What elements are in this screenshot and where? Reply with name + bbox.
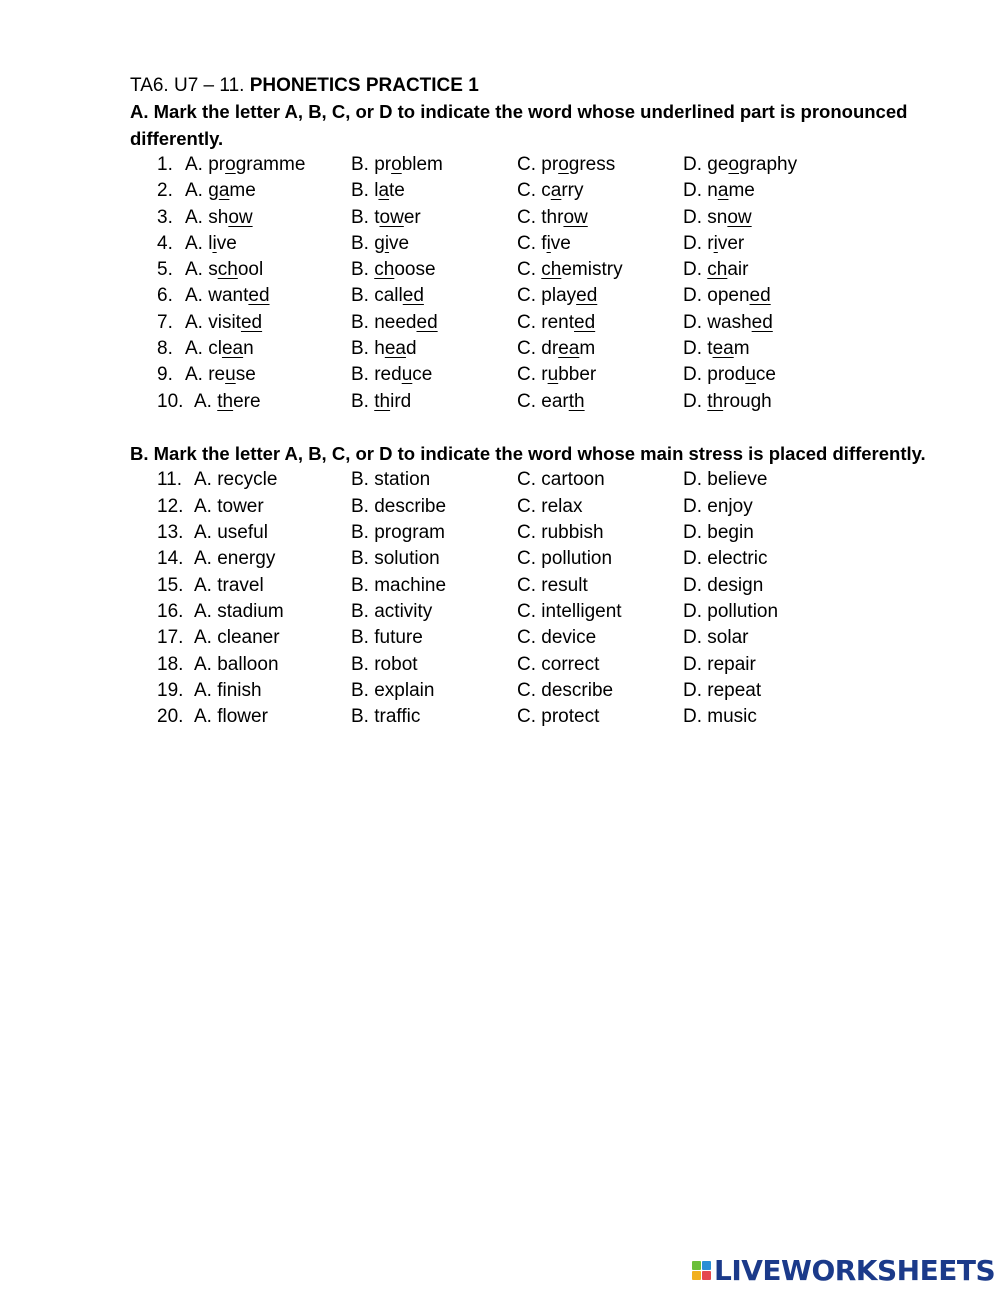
section-a-instruction: A. Mark the letter A, B, C, or D to indicate the word whose underlined part is pronounced differently.: [130, 101, 908, 149]
question-number: 6.: [157, 285, 173, 307]
option-c: C. dream: [517, 338, 596, 360]
option-a: A. visited: [185, 311, 263, 333]
option-c: C. carry: [517, 180, 584, 202]
underlined-part: th: [217, 390, 234, 412]
underlined-part: i: [546, 232, 551, 254]
option-d: D. enjoy: [683, 495, 753, 517]
underlined-part: a: [378, 180, 390, 202]
question-number: 18.: [157, 653, 184, 675]
option-d: D. repair: [683, 653, 756, 675]
option-a: A. balloon: [194, 653, 279, 675]
question-row: [130, 310, 930, 336]
logo-square: [692, 1271, 701, 1280]
option-a: A. energy: [194, 548, 276, 570]
option-a: A. wanted: [185, 285, 270, 307]
option-d: D. washed: [683, 311, 773, 333]
question-row: [130, 362, 930, 388]
option-b: B. choose: [351, 259, 436, 281]
logo-text: LIVEWORKSHEETS: [714, 1253, 996, 1287]
option-c: C. five: [517, 232, 571, 254]
option-a: A. clean: [185, 338, 254, 360]
question-row: [130, 283, 930, 309]
option-a: A. finish: [194, 679, 262, 701]
option-a: A. flower: [194, 706, 268, 728]
underlined-part: o: [391, 154, 402, 175]
option-c: C. correct: [517, 653, 600, 675]
underlined-part: o: [728, 154, 739, 175]
question-row: [130, 494, 930, 520]
option-d: D. river: [683, 232, 745, 254]
worksheet-page: [130, 73, 930, 730]
underlined-part: ea: [221, 338, 244, 360]
underlined-part: ow: [727, 206, 752, 228]
option-d: D. opened: [683, 285, 771, 307]
option-b: B. give: [351, 232, 410, 254]
option-a: A. school: [185, 259, 264, 281]
question-row: [130, 599, 930, 625]
question-row: [130, 178, 930, 204]
option-d: D. pollution: [683, 600, 779, 622]
question-row: [130, 257, 930, 283]
option-c: C. protect: [517, 706, 600, 728]
underlined-part: ed: [749, 285, 771, 307]
underlined-part: u: [225, 364, 236, 386]
question-number: 13.: [157, 522, 184, 544]
option-d: D. through: [683, 390, 772, 412]
question-row: [130, 625, 930, 651]
underlined-part: i: [713, 232, 718, 254]
option-b: B. needed: [351, 311, 438, 333]
question-row: [130, 678, 930, 704]
underlined-part: ed: [576, 285, 598, 307]
underlined-part: ea: [712, 338, 734, 360]
option-d: D. design: [683, 574, 764, 596]
underlined-part: ea: [558, 338, 580, 360]
question-number: 7.: [157, 311, 173, 333]
logo-square: [702, 1261, 711, 1270]
underlined-part: a: [717, 180, 729, 202]
option-d: D. geography: [683, 154, 798, 175]
option-b: B. machine: [351, 574, 447, 596]
question-number: 20.: [157, 706, 184, 728]
logo-square: [692, 1261, 701, 1270]
question-row: [130, 573, 930, 599]
section-b-instruction: B. Mark the letter A, B, C, or D to indicate the word whose main stress is placed differently.: [130, 442, 926, 464]
question-number: 2.: [157, 180, 173, 202]
option-a: A. stadium: [194, 600, 284, 622]
option-b: B. station: [351, 469, 431, 491]
underlined-part: a: [218, 180, 230, 202]
underlined-part: ed: [416, 311, 438, 333]
worksheet-code: TA6. U7 – 11.: [130, 75, 245, 96]
option-a: A. tower: [194, 495, 264, 517]
option-c: C. relax: [517, 495, 583, 517]
question-number: 14.: [157, 548, 184, 570]
underlined-part: u: [745, 364, 756, 386]
option-a: A. there: [194, 390, 261, 412]
question-number: 19.: [157, 679, 184, 701]
section-b-questions: [130, 467, 930, 730]
option-d: D. snow: [683, 206, 752, 228]
underlined-part: ed: [248, 285, 270, 307]
question-row: [130, 652, 930, 678]
option-d: D. electric: [683, 548, 768, 570]
option-a: A. show: [185, 206, 253, 228]
option-d: D. music: [683, 706, 757, 728]
option-a: A. live: [185, 232, 237, 254]
option-b: B. program: [351, 522, 445, 544]
option-c: C. rubbish: [517, 522, 604, 544]
underlined-part: ch: [541, 259, 562, 281]
underlined-part: i: [212, 232, 217, 254]
option-a: A. reuse: [185, 364, 256, 386]
option-a: A. programme: [185, 154, 306, 175]
question-row: [130, 231, 930, 257]
question-number: 17.: [157, 627, 184, 649]
option-c: C. result: [517, 574, 588, 596]
question-number: 12.: [157, 495, 184, 517]
option-c: C. describe: [517, 679, 614, 701]
option-b: B. solution: [351, 548, 440, 570]
section-a-questions: [130, 152, 930, 415]
question-number: 4.: [157, 232, 173, 254]
option-d: D. chair: [683, 259, 749, 281]
option-c: C. chemistry: [517, 259, 623, 281]
underlined-part: th: [374, 390, 391, 412]
option-d: D. believe: [683, 469, 768, 491]
question-number: 8.: [157, 338, 173, 360]
underlined-part: th: [568, 390, 585, 412]
option-b: B. reduce: [351, 364, 433, 386]
underlined-part: o: [558, 154, 569, 175]
underlined-part: ea: [384, 338, 406, 360]
option-a: A. useful: [194, 522, 268, 544]
liveworksheets-logo-icon: [692, 1261, 711, 1280]
underlined-part: th: [707, 390, 724, 412]
liveworksheets-logo: [692, 1253, 995, 1287]
question-number: 3.: [157, 206, 173, 228]
question-number: 15.: [157, 574, 184, 596]
option-b: B. describe: [351, 495, 447, 517]
option-c: C. rented: [517, 311, 596, 333]
option-c: C. intelligent: [517, 600, 622, 622]
option-d: D. team: [683, 338, 750, 360]
option-b: B. robot: [351, 653, 418, 675]
underlined-part: ow: [228, 206, 253, 228]
option-d: D. begin: [683, 522, 754, 544]
option-c: C. rubber: [517, 364, 597, 386]
question-number: 1.: [157, 154, 173, 175]
underlined-part: ch: [374, 259, 395, 281]
option-d: D. repeat: [683, 679, 762, 701]
underlined-part: ow: [563, 206, 588, 228]
underlined-part: u: [401, 364, 413, 386]
logo-square: [702, 1271, 711, 1280]
option-c: C. played: [517, 285, 598, 307]
underlined-part: i: [384, 232, 390, 254]
option-b: B. third: [351, 390, 412, 412]
option-d: D. solar: [683, 627, 749, 649]
question-number: 9.: [157, 364, 173, 386]
option-a: A. recycle: [194, 469, 278, 491]
option-b: B. future: [351, 627, 423, 649]
option-b: B. tower: [351, 206, 421, 228]
question-number: 11.: [157, 469, 183, 491]
question-row: [130, 336, 930, 362]
underlined-part: u: [547, 364, 559, 386]
option-d: D. name: [683, 180, 755, 202]
underlined-part: o: [225, 154, 236, 175]
underlined-part: ed: [240, 311, 263, 333]
question-row: [130, 389, 930, 415]
underlined-part: ow: [379, 206, 404, 228]
option-b: B. head: [351, 338, 417, 360]
question-number: 16.: [157, 600, 184, 622]
option-c: C. cartoon: [517, 469, 605, 491]
option-a: A. game: [185, 180, 256, 202]
underlined-part: ed: [751, 311, 773, 333]
underlined-part: a: [550, 180, 562, 202]
underlined-part: ch: [707, 259, 728, 281]
question-row: [130, 205, 930, 231]
underlined-part: ed: [574, 311, 596, 333]
option-c: C. device: [517, 627, 597, 649]
underlined-part: ed: [402, 285, 424, 307]
option-d: D. produce: [683, 364, 776, 386]
option-c: C. earth: [517, 390, 585, 412]
question-row: [130, 546, 930, 572]
option-b: B. traffic: [351, 706, 421, 728]
option-b: B. explain: [351, 679, 435, 701]
option-b: B. late: [351, 180, 405, 202]
option-c: C. pollution: [517, 548, 613, 570]
option-b: B. called: [351, 285, 424, 307]
worksheet-heading: PHONETICS PRACTICE 1: [249, 75, 479, 96]
question-row: [130, 520, 930, 546]
question-row: [130, 704, 930, 730]
question-row: [130, 152, 930, 178]
worksheet-title: [130, 73, 930, 99]
question-row: [130, 467, 930, 493]
underlined-part: ch: [217, 259, 238, 281]
option-b: B. activity: [351, 600, 433, 622]
question-number: 5.: [157, 259, 173, 281]
question-number: 10.: [157, 390, 184, 412]
option-c: C. progress: [517, 154, 616, 175]
option-c: C. throw: [517, 206, 588, 228]
option-b: B. problem: [351, 154, 443, 175]
option-a: A. cleaner: [194, 627, 280, 649]
option-a: A. travel: [194, 574, 264, 596]
